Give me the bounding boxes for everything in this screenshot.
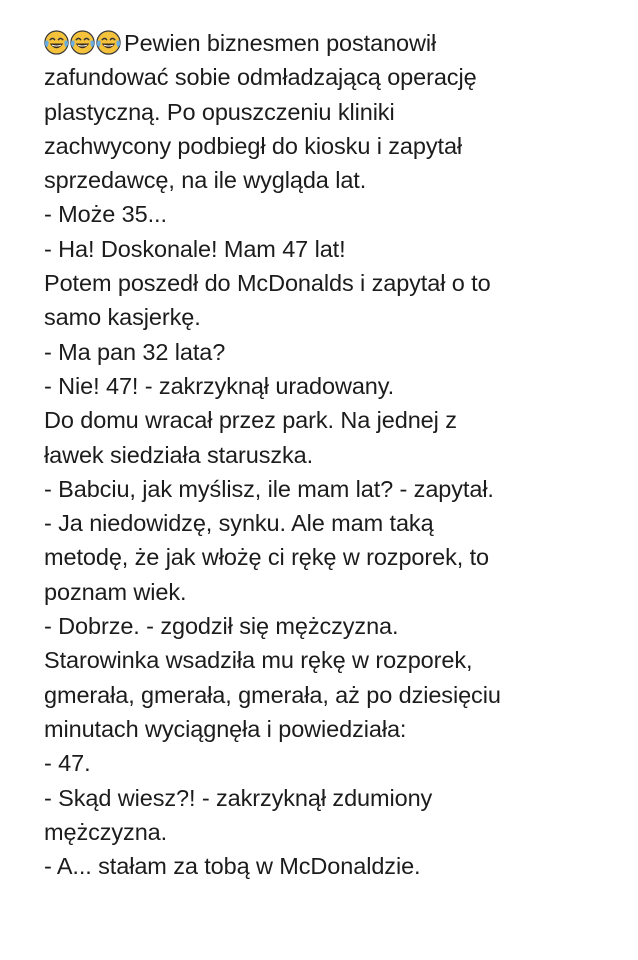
post-line-1 bbox=[44, 26, 620, 60]
post-line-17: poznam wiek. bbox=[44, 578, 187, 605]
post-line-21: minutach wyciągnęła i powiedziała: bbox=[44, 715, 407, 742]
face-with-tears-of-joy-icon bbox=[96, 30, 121, 55]
post-line-2: zafundować sobie odmładzającą operację bbox=[44, 64, 477, 91]
post-line-8: Potem poszedł do McDonalds i zapytał o to bbox=[44, 270, 491, 297]
post-line-16: metodę, że jak włożę ci rękę w rozporek, to bbox=[44, 544, 490, 571]
post-line-7: - Ha! Doskonale! Mam 47 lat! bbox=[44, 235, 346, 262]
face-with-tears-of-joy-icon bbox=[44, 30, 69, 55]
post-line-3: plastyczną. Po opuszczeniu kliniki bbox=[44, 98, 395, 125]
post-line-6: - Może 35... bbox=[44, 201, 167, 228]
post-line-5: sprzedawcę, na ile wygląda lat. bbox=[44, 167, 367, 194]
post-line-14: - Babciu, jak myślisz, ile mam lat? - zapytał. bbox=[44, 475, 494, 502]
post-line-12: Do domu wracał przez park. Na jednej z bbox=[44, 407, 457, 434]
post-line-13: ławek siedziała staruszka. bbox=[44, 441, 314, 468]
post-line-11: - Nie! 47! - zakrzyknął uradowany. bbox=[44, 372, 395, 399]
post-line-4: zachwycony podbiegł do kiosku i zapytał bbox=[44, 132, 463, 159]
post-line-19: Starowinka wsadziła mu rękę w rozporek, bbox=[44, 647, 473, 674]
post-line-18: - Dobrze. - zgodził się mężczyzna. bbox=[44, 613, 399, 640]
post-line-20: gmerała, gmerała, gmerała, aż po dziesięciu bbox=[44, 681, 501, 708]
post-line-24: mężczyzna. bbox=[44, 818, 168, 845]
post-line-22: - 47. bbox=[44, 750, 91, 777]
post-line-9: samo kasjerkę. bbox=[44, 304, 201, 331]
post-line-10: - Ma pan 32 lata? bbox=[44, 338, 226, 365]
face-with-tears-of-joy-icon bbox=[70, 30, 95, 55]
post-line-23: - Skąd wiesz?! - zakrzyknął zdumiony bbox=[44, 784, 433, 811]
emoji-group bbox=[44, 30, 122, 64]
post-text: Pewien biznesmen postanowił bbox=[124, 30, 437, 56]
post-line-25: - A... stałam za tobą w McDonaldzie. bbox=[44, 853, 421, 880]
post-line-15: - Ja niedowidzę, synku. Ale mam taką bbox=[44, 510, 434, 537]
